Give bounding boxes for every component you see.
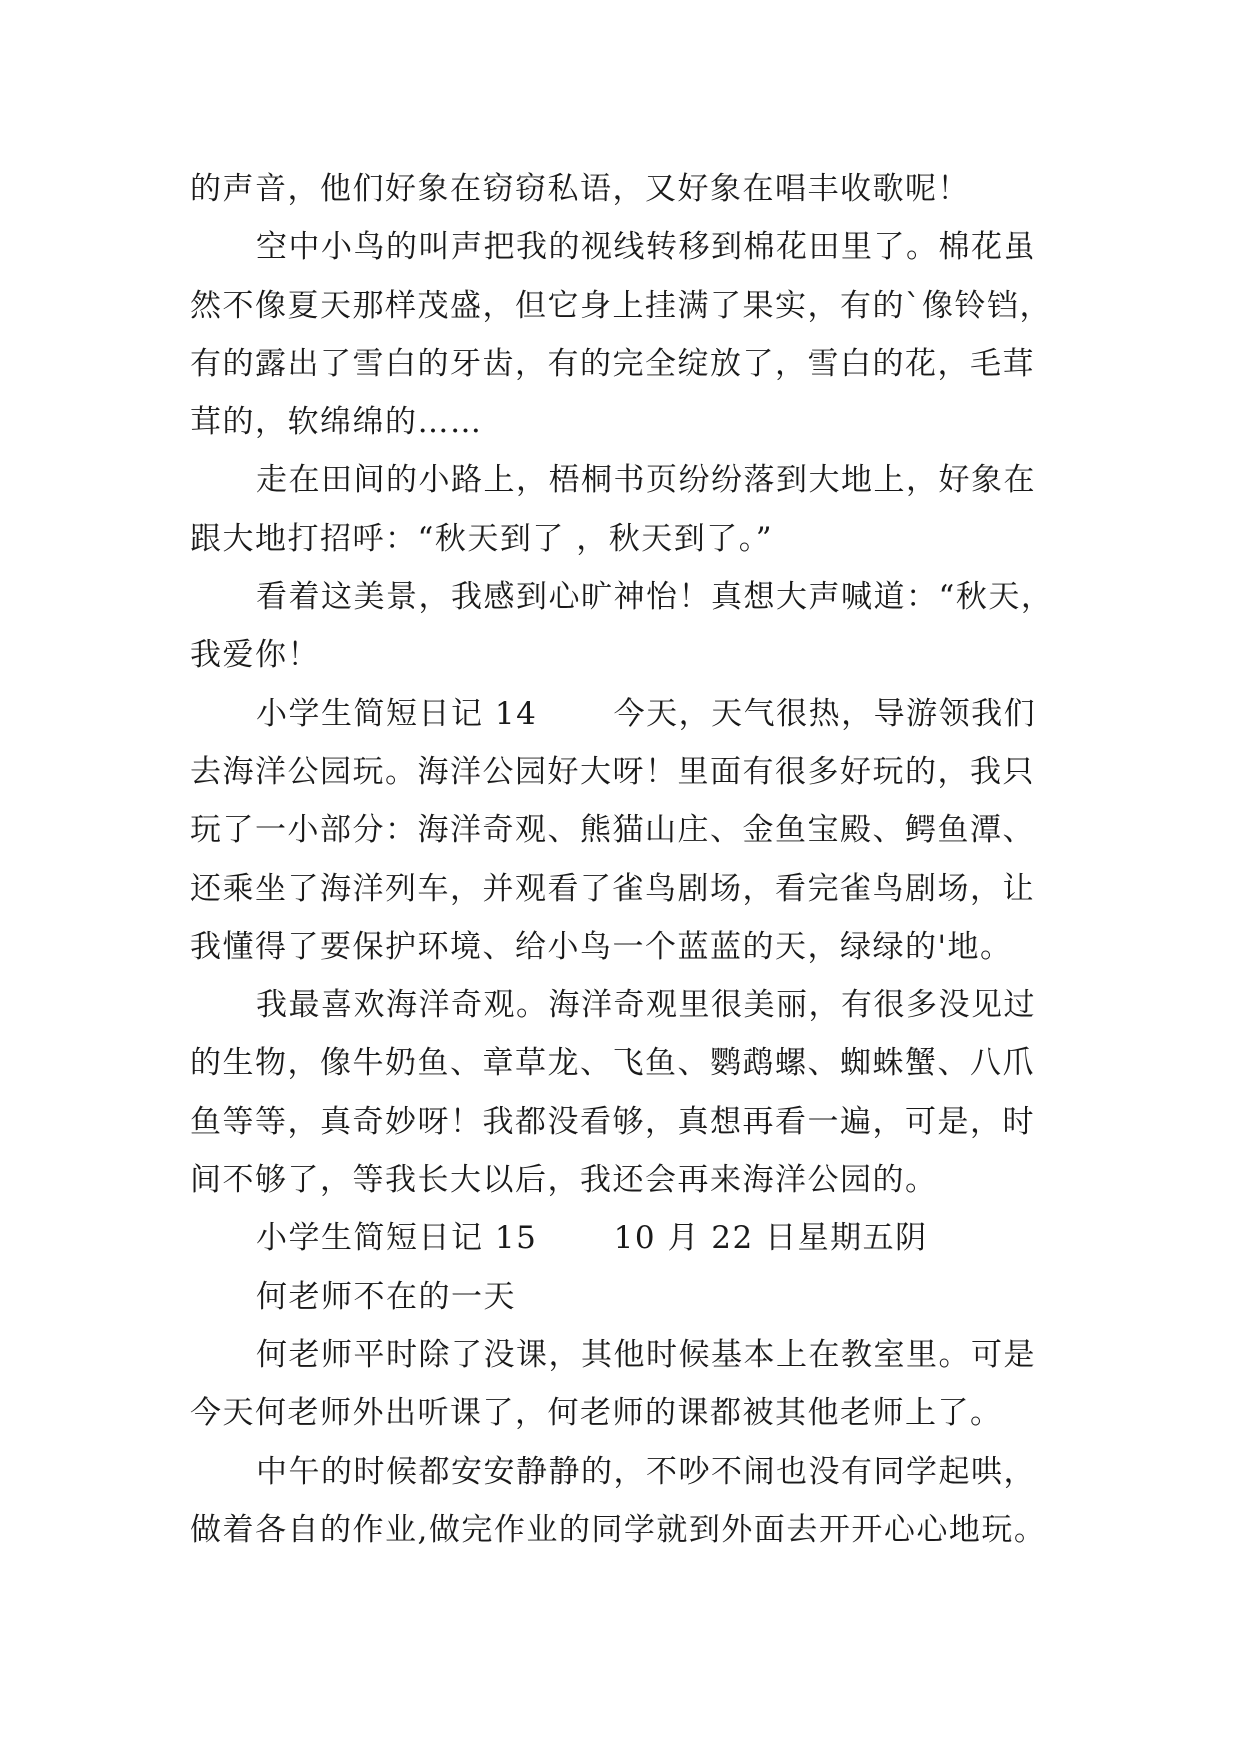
text-line: 走在田间的小路上，梧桐书页纷纷落到大地上，好象在 [256, 462, 1036, 499]
text-line: 去海洋公园玩。海洋公园好大呀！里面有很多好玩的，我只 [190, 753, 1035, 790]
body-text [190, 160, 1070, 1559]
text-line: 的生物，像牛奶鱼、章草龙、飞鱼、鹦鹉螺、蜘蛛蟹、八爪 [190, 1045, 1035, 1082]
text-line: 看着这美景，我感到心旷神怡！真想大声喊道：“秋天， [256, 579, 1054, 616]
text-line: 空中小鸟的叫声把我的视线转移到棉花田里了。棉花虽 [256, 229, 1036, 266]
text-line: 何老师平时除了没课，其他时候基本上在教室里。可是 [256, 1336, 1036, 1373]
text-line: 还乘坐了海洋列车，并观看了雀鸟剧场，看完雀鸟剧场，让 [190, 870, 1035, 907]
text-line: 中午的时候都安安静静的，不吵不闹也没有同学起哄， [256, 1453, 1036, 1490]
text-line: 我懂得了要保护环境、给小鸟一个蓝蓝的天，绿绿的'地。 [190, 928, 1013, 965]
text-line: 我最喜欢海洋奇观。海洋奇观里很美丽，有很多没见过 [256, 987, 1036, 1024]
text-line: 小学生简短日记 14 今天，天气很热，导游领我们 [256, 695, 1037, 732]
text-line: 然不像夏天那样茂盛，但它身上挂满了果实，有的`像铃铛， [190, 287, 1052, 324]
text-line: 小学生简短日记 15 10 月 22 日星期五阴 [256, 1220, 928, 1257]
text-line: 间不够了，等我长大以后，我还会再来海洋公园的。 [190, 1162, 938, 1199]
text-line: 今天何老师外出听课了，何老师的课都被其他老师上了。 [190, 1395, 1003, 1432]
text-line: 玩了一小部分：海洋奇观、熊猫山庄、金鱼宝殿、鳄鱼潭、 [190, 812, 1035, 849]
text-line: 我爱你！ [190, 637, 320, 674]
text-line: 跟大地打招呼：“秋天到了 ，秋天到了。” [190, 520, 774, 557]
text-line: 做着各自的作业,做完作业的同学就到外面去开开心心地玩。 [190, 1511, 1047, 1548]
text-line: 的声音，他们好象在窃窃私语，又好象在唱丰收歌呢！ [190, 171, 970, 207]
text-line: 鱼等等，真奇妙呀！我都没看够，真想再看一遍，可是，时 [190, 1103, 1035, 1140]
text-line: 何老师不在的一天 [256, 1278, 516, 1315]
text-line: 茸的，软绵绵的…… [190, 404, 483, 441]
text-line: 有的露出了雪白的牙齿，有的完全绽放了，雪白的花，毛茸 [190, 345, 1035, 382]
